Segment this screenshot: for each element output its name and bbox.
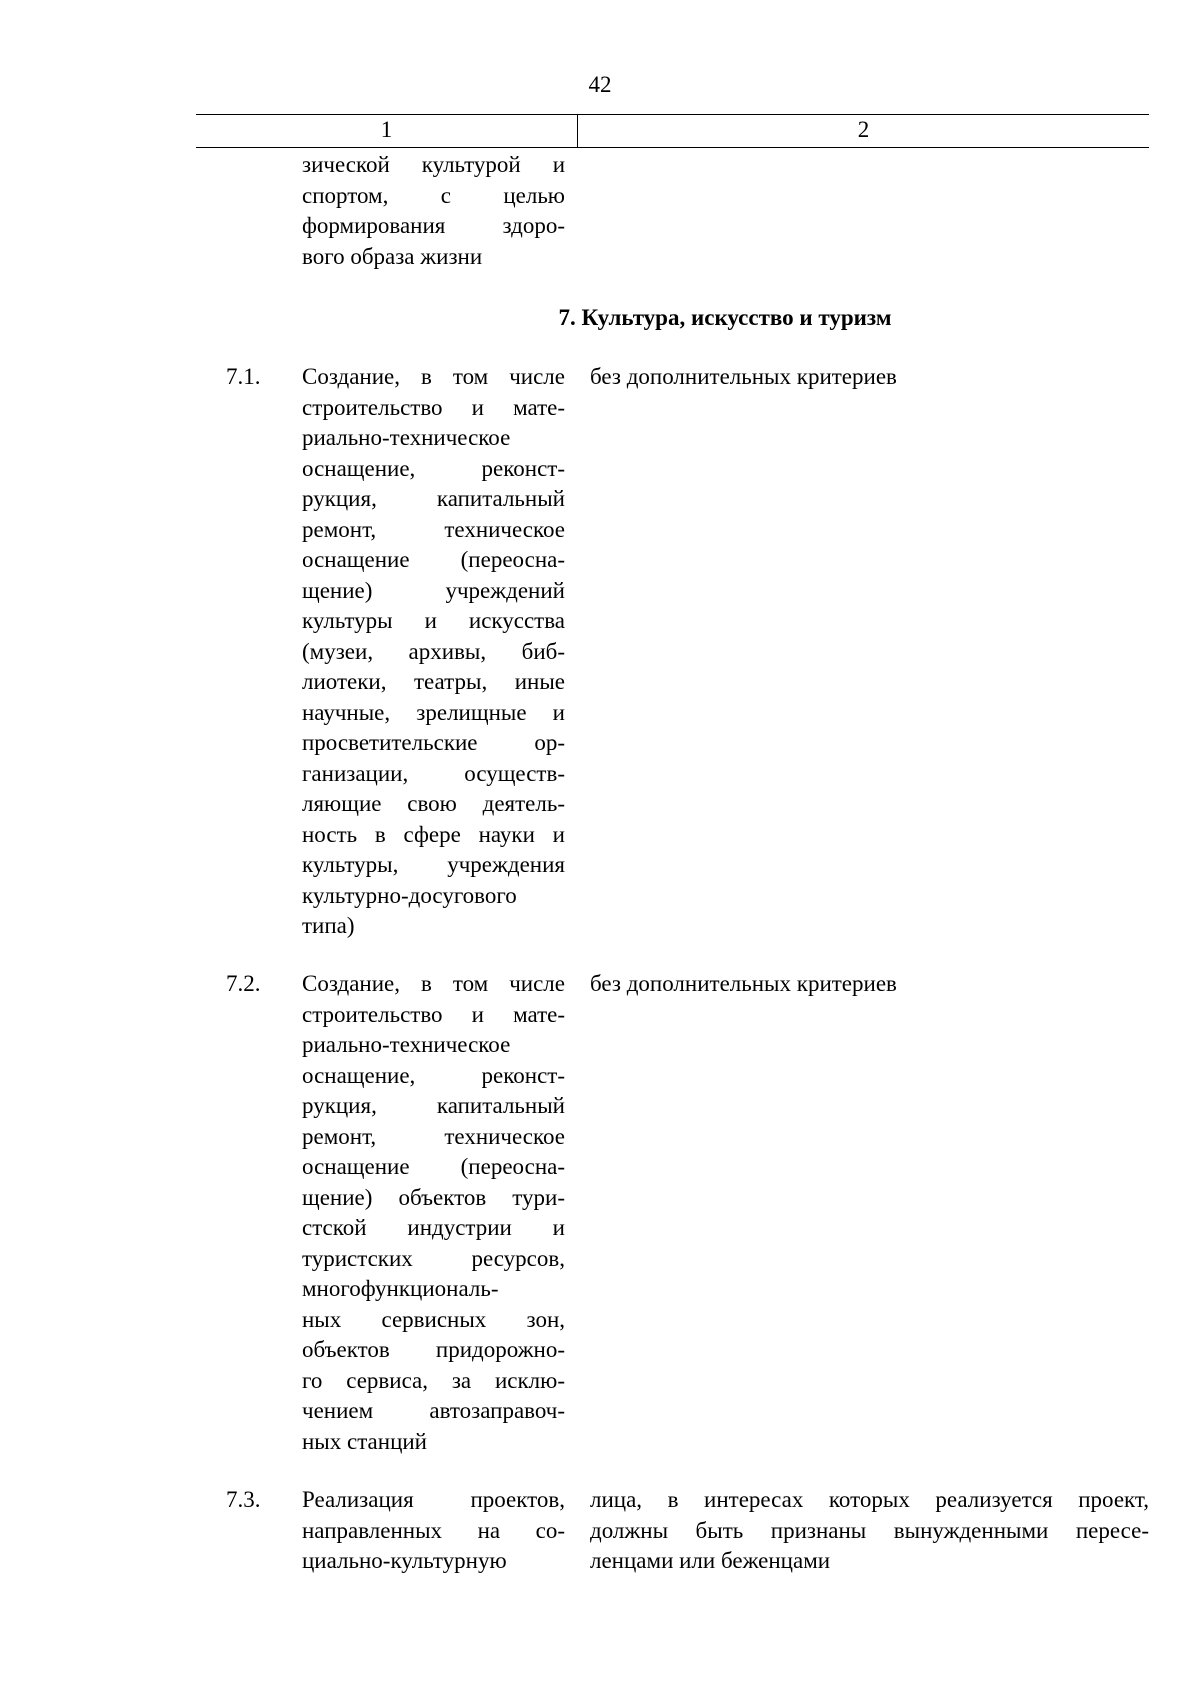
row-criteria (590, 1485, 1149, 1577)
row-description (302, 362, 565, 942)
text-line: объектов придорожно- (302, 1337, 565, 1362)
text-line: строительство и мате- (302, 1001, 565, 1027)
page-number: 42 (588, 72, 612, 97)
text-line: оснащение, реконст- (302, 455, 565, 481)
row-criteria (590, 362, 1149, 393)
text-line: спортом, с целью (302, 182, 565, 208)
text-line: го сервиса, за исклю- (302, 1367, 565, 1393)
text-line: ленцами или беженцами (590, 1548, 831, 1573)
text-line: риально-техническое (302, 425, 511, 450)
text-line: ганизации, осуществ- (302, 760, 565, 786)
text-line: направленных на со- (302, 1517, 565, 1543)
table-header-col1: 1 (380, 117, 393, 142)
table-header-top-rule (196, 114, 1149, 115)
text-line: оснащение (переосна- (302, 547, 565, 572)
text-line: строительство и мате- (302, 394, 565, 420)
text-line: щение) учреждений (302, 577, 565, 603)
text-line: научные, зрелищные и (302, 699, 565, 725)
text-line: щение) объектов тури- (302, 1184, 565, 1210)
text-line: типа) (302, 913, 355, 938)
text-line: рукция, капитальный (302, 486, 565, 511)
row-description (302, 969, 565, 1457)
text-line: культуры, учреждения (302, 852, 565, 877)
table-header-bottom-rule (196, 147, 1149, 148)
text-line: (музеи, архивы, биб- (302, 638, 565, 664)
text-line: лица, в интересах которых реализуется проект, (590, 1487, 1149, 1512)
row-criteria (590, 969, 1149, 1000)
text-line: ремонт, техническое (302, 516, 565, 542)
text-line: циально-культурную (302, 1548, 507, 1573)
text-line: без дополнительных критериев (590, 364, 897, 389)
text-line: ремонт, техническое (302, 1123, 565, 1149)
text-line: ность в сфере науки и (302, 821, 565, 847)
text-line: зической культурой и (302, 152, 565, 177)
text-line: культуры и искусства (302, 608, 565, 633)
text-line: без дополнительных критериев (590, 971, 897, 996)
text-line: ных станций (302, 1428, 427, 1454)
text-line: ных сервисных зон, (302, 1306, 565, 1332)
section-title: 7. Культура, искусство и туризм (558, 305, 892, 330)
text-line: чением автозаправоч- (302, 1398, 565, 1423)
text-line: Реализация проектов, (302, 1487, 565, 1512)
text-line: оснащение, реконст- (302, 1062, 565, 1088)
text-line: стской индустрии и (302, 1215, 565, 1240)
text-line: оснащение (переосна- (302, 1154, 565, 1179)
text-line: должны быть признаны вынужденными пересе- (590, 1517, 1149, 1543)
text-line: формирования здоро- (302, 213, 565, 238)
row-number: 7.1. (226, 364, 261, 389)
text-line: рукция, капитальный (302, 1093, 565, 1118)
text-line: Создание, в том числе (302, 971, 565, 996)
text-line: ляющие свою деятель- (302, 791, 565, 816)
text-line: просветительские ор- (302, 730, 565, 755)
text-line: вого образа жизни (302, 243, 483, 269)
text-line: Создание, в том числе (302, 364, 565, 389)
text-line: многофункциональ- (302, 1276, 499, 1301)
row-number: 7.2. (226, 971, 261, 996)
row-number: 7.3. (226, 1487, 261, 1512)
table-header-col2: 2 (857, 117, 870, 142)
text-line: риально-техническое (302, 1032, 511, 1057)
text-line: туристских ресурсов, (302, 1245, 565, 1271)
text-line: лиотеки, театры, иные (302, 669, 565, 694)
text-line: культурно-досугового (302, 882, 517, 908)
continuation-text (302, 150, 565, 272)
row-description (302, 1485, 565, 1577)
